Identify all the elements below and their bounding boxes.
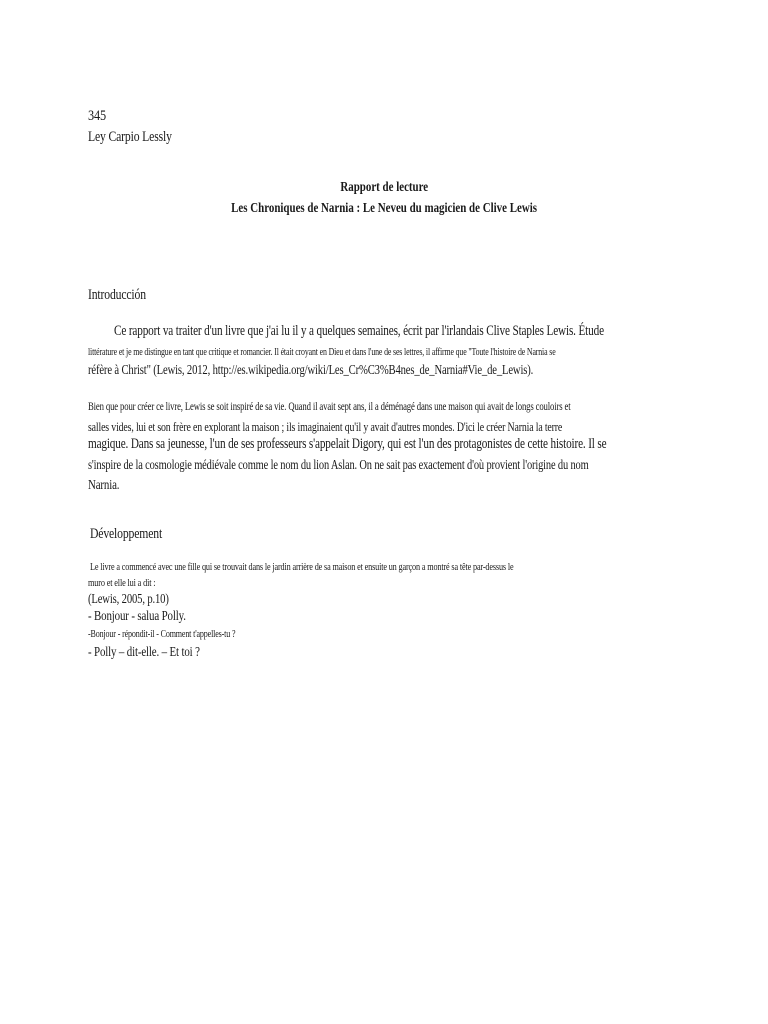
- dialog-line-3-text: - Polly – dit-elle. – Et toi ?: [88, 645, 200, 660]
- intro-p2-line5-text: Narnia.: [88, 478, 120, 493]
- author-name: [88, 129, 195, 146]
- document-number: [88, 108, 110, 125]
- author-name-text: Ley Carpio Lessly: [88, 129, 172, 145]
- dialog-line-2: [88, 628, 290, 640]
- report-subtitle-text: Les Chroniques de Narnia : Le Neveu du magicien de Clive Lewis: [231, 201, 537, 216]
- development-line1: [90, 561, 658, 573]
- intro-heading: [88, 287, 162, 304]
- intro-p1-line1-text: Ce rapport va traiter d'un livre que j'ai lu il y a quelques semaines, écrit par l'irlandais Clive Staples Lewis. Étude: [114, 323, 604, 339]
- dialog-line-1: [88, 609, 213, 625]
- intro-p2-line5: [88, 478, 128, 494]
- intro-p2-line1-text: Bien que pour créer ce livre, Lewis se soit inspiré de sa vie. Quand il avait sept ans, il a déménagé dans une maison qui avait de longs couloirs et: [88, 399, 571, 413]
- development-line2-text: muro et elle lui a dit :: [88, 577, 156, 589]
- citation: [88, 592, 194, 608]
- development-line2: [88, 577, 178, 589]
- intro-p2-line3-text: magique. Dans sa jeunesse, l'un de ses professeurs s'appelait Digory, qui est l'un des protagonistes de cette histoire. Il se: [88, 436, 607, 452]
- dialog-line-2-text: -Bonjour - répondit-il - Comment t'appelles-tu ?: [88, 628, 236, 640]
- intro-heading-text: Introducción: [88, 287, 146, 303]
- intro-p2-line3: [88, 436, 768, 453]
- development-line1-text: Le livre a commencé avec une fille qui se trouvait dans le jardin arrière de sa maison et ensuite un garçon a montré sa tête par-dessus le: [90, 561, 514, 573]
- intro-p2-line1: [88, 399, 754, 414]
- intro-p1-line3: [88, 363, 674, 379]
- dialog-line-3: [88, 645, 231, 661]
- report-subtitle: [0, 201, 768, 217]
- document-number-text: 345: [88, 108, 106, 124]
- development-heading: [90, 526, 182, 543]
- intro-p2-line2: [88, 419, 714, 435]
- intro-p1-line3-text: réfère à Christ" (Lewis, 2012, http://es.wikipedia.org/wiki/Les_Cr%C3%B4nes_de_Narnia#Vie_de_Lewis).: [88, 363, 534, 378]
- dialog-line-1-text: - Bonjour - salua Polly.: [88, 609, 186, 624]
- citation-text: (Lewis, 2005, p.10): [88, 592, 169, 607]
- intro-p2-line2-text: salles vides, lui et son frère en explorant la maison ; ils imaginaient qu'il y avait d'autres mondes. D'ici le créer Narnia la terre: [88, 419, 563, 434]
- intro-p2-line4: [88, 458, 760, 474]
- intro-p2-line4-text: s'inspire de la cosmologie médiévale comme le nom du lion Aslan. On ne sait pas exactement d'où provient l'origine du nom: [88, 458, 589, 473]
- report-title: [0, 180, 768, 196]
- development-heading-text: Développement: [90, 526, 163, 542]
- intro-p1-line2-text: littérature et je me distingue en tant que critique et romancier. Il était croyant en Dieu et dans l'une de ses lettres, il affirme que "Toute l'histoire de Narnia se: [88, 346, 556, 358]
- report-title-text: Rapport de lecture: [340, 180, 428, 195]
- intro-p1-line2: [88, 346, 742, 358]
- intro-p1-line1: [114, 323, 768, 340]
